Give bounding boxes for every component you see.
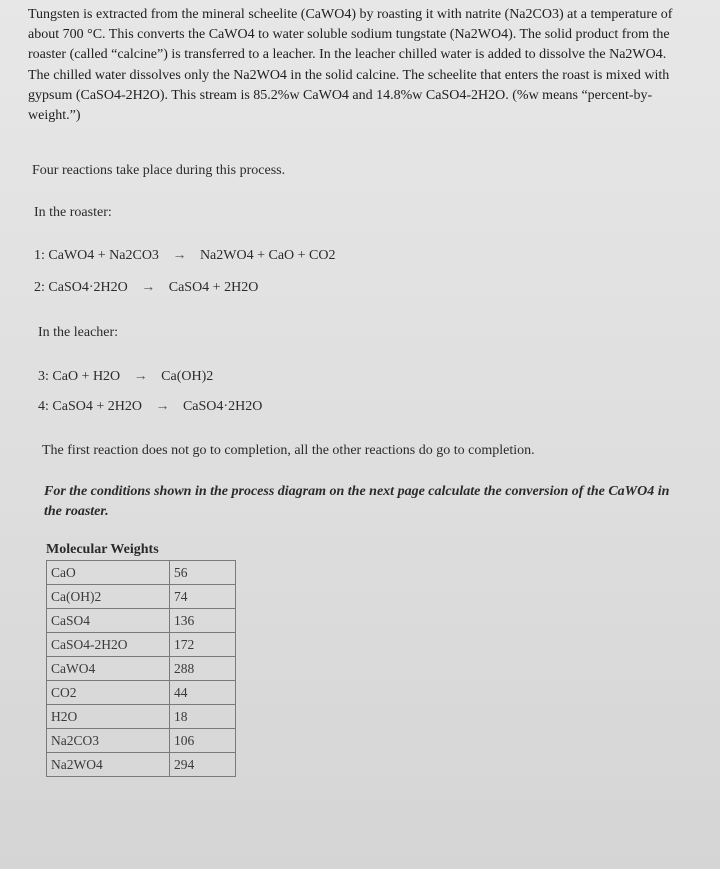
table-row: [47, 585, 236, 609]
compound-cell: Ca(OH)2: [47, 585, 170, 609]
mw-cell: 172: [170, 633, 236, 657]
mw-cell: 18: [170, 705, 236, 729]
mw-cell: 294: [170, 753, 236, 777]
reaction-reactants: CaWO4 + Na2CO3: [48, 248, 159, 263]
compound-cell: Na2WO4: [47, 753, 170, 777]
compound-cell: CO2: [47, 681, 170, 705]
reaction-reactants: CaO + H2O: [52, 369, 121, 384]
mw-cell: 106: [170, 729, 236, 753]
leacher-heading: In the leacher:: [38, 325, 119, 340]
reaction-1: [34, 248, 336, 264]
mw-cell: 56: [170, 561, 236, 585]
mw-cell: 44: [170, 681, 236, 705]
molecular-weights-title: Molecular Weights: [46, 542, 159, 557]
reaction-products: Na2WO4 + CaO + CO2: [199, 248, 336, 263]
table-row: [47, 681, 236, 705]
reaction-number: 4:: [38, 399, 49, 414]
reaction-number: 1:: [34, 248, 45, 263]
intro-text: Tungsten is extracted from the mineral scheelite (CaWO4) by roasting it with natrite (Na2CO3) at a temperature of about 700 °C. This converts the CaWO4 to water soluble sodium tungstate (Na2WO4). The solid product from the roaster (called “calcine”) is transferred to a leacher. In the leacher chilled water is added to dissolve the Na2WO4. The chilled water dissolves only the Na2WO4 in the solid calcine. The scheelite that enters the roast is mixed with gypsum (CaSO4-2H2O). This stream is 85.2%w CaWO4 and 14.8%w CaSO4-2H2O. (%w means “percent-by-weight.”): [28, 7, 673, 124]
mw-cell: 288: [170, 657, 236, 681]
reaction-products: Ca(OH)2: [161, 369, 214, 384]
table-row: [47, 561, 236, 585]
right-arrow-icon: →: [172, 248, 187, 263]
reaction-4: [38, 399, 262, 415]
table-row: [47, 609, 236, 633]
reaction-products: CaSO4·2H2O: [182, 399, 263, 414]
right-arrow-icon: →: [155, 399, 170, 414]
task-statement: For the conditions shown in the process diagram on the next page calculate the conversion of the CaWO4 in the roaster.: [44, 484, 670, 519]
compound-cell: CaSO4: [47, 609, 170, 633]
intro-paragraph: [28, 5, 688, 126]
reaction-products: CaSO4 + 2H2O: [168, 280, 259, 295]
compound-cell: CaSO4-2H2O: [47, 633, 170, 657]
table-row: [47, 753, 236, 777]
roaster-heading: In the roaster:: [34, 205, 112, 220]
compound-cell: H2O: [47, 705, 170, 729]
right-arrow-icon: →: [141, 280, 156, 295]
reaction-3: [38, 369, 213, 385]
right-arrow-icon: →: [133, 369, 148, 384]
table-row: [47, 705, 236, 729]
reaction-number: 2:: [34, 280, 45, 295]
reaction-reactants: CaSO4 + 2H2O: [52, 399, 142, 414]
table-row: [47, 729, 236, 753]
reactions-heading: Four reactions take place during this process.: [32, 163, 286, 178]
mw-cell: 74: [170, 585, 236, 609]
table-row: [47, 657, 236, 681]
compound-cell: CaWO4: [47, 657, 170, 681]
compound-cell: Na2CO3: [47, 729, 170, 753]
reaction-reactants: CaSO4·2H2O: [48, 280, 128, 295]
mw-cell: 136: [170, 609, 236, 633]
reaction-number: 3:: [38, 369, 49, 384]
table-row: [47, 633, 236, 657]
molecular-weights-table: [46, 560, 236, 777]
reaction-2: [34, 280, 258, 296]
completion-note: The first reaction does not go to completion, all the other reactions do go to completion.: [42, 443, 535, 458]
compound-cell: CaO: [47, 561, 170, 585]
